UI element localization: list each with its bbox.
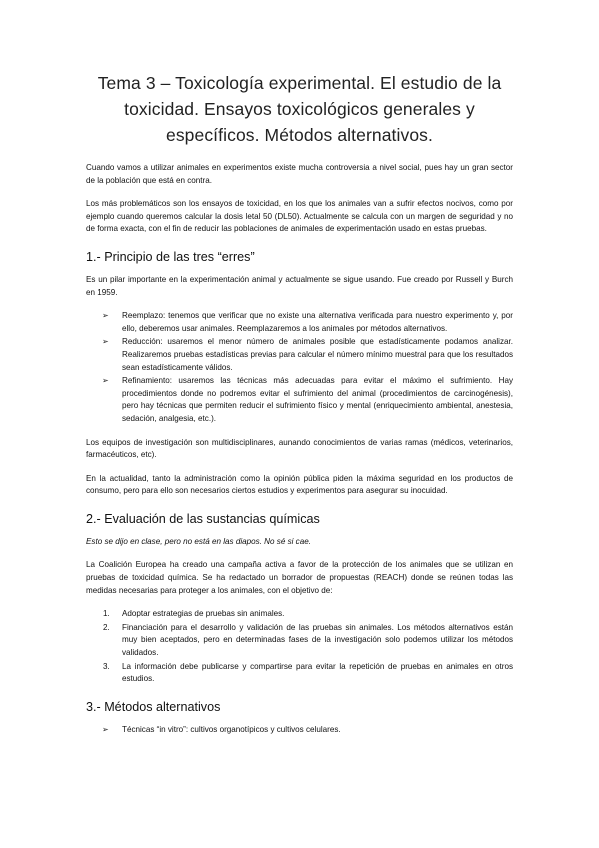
section-2-heading: 2.- Evaluación de las sustancias químicas	[86, 511, 320, 526]
section-1-after-paragraph-1: Los equipos de investigación son multidisciplinares, aunando conocimientos de varias ramas (médicos, veterinarios, farmacéuticos, etc).	[86, 437, 513, 460]
document-title: Tema 3 – Toxicología experimental. El estudio de la toxicidad. Ensayos toxicológicos generales y específicos. Métodos alternativos.	[97, 73, 502, 145]
section-3-heading: 3.- Métodos alternativos	[86, 699, 221, 714]
list-item-text: La información debe publicarse y compartirse para evitar la repetición de pruebas en animales en otros estudios.	[122, 661, 513, 684]
list-item-text: Técnicas “in vitro”: cultivos organotípicos y cultivos celulares.	[122, 724, 341, 734]
list-item-text: Financiación para el desarrollo y validación de las pruebas sin animales. Los métodos alternativos están muy bien aceptados, pero en determinadas fases de la investigación solo podemos utilizar los métodos validados.	[122, 622, 513, 658]
alternative-methods-list	[86, 724, 513, 737]
list-number: 1.	[103, 609, 110, 619]
three-rs-list	[86, 310, 513, 425]
list-item	[103, 661, 513, 686]
list-item-text: Adoptar estrategias de pruebas sin animales.	[122, 609, 285, 619]
section-2-note: Esto se dijo en clase, pero no está en las diapos. No sé si cae.	[86, 536, 311, 546]
reach-objectives-list	[86, 608, 513, 686]
intro-paragraph-1: Cuando vamos a utilizar animales en experimentos existe mucha controversia a nivel social, pues hay un gran sector de la población que está en contra.	[86, 163, 513, 185]
list-item	[102, 724, 513, 737]
arrow-bullet-icon: ➢	[102, 376, 109, 386]
arrow-bullet-icon: ➢	[102, 311, 109, 321]
section-1-heading: 1.- Principio de las tres “erres”	[86, 249, 255, 264]
arrow-bullet-icon: ➢	[102, 724, 109, 734]
list-item	[102, 310, 513, 335]
list-item	[102, 336, 513, 374]
arrow-bullet-icon: ➢	[102, 337, 109, 347]
list-number: 2.	[103, 622, 110, 632]
section-1-paragraph: Es un pilar importante en la experimentación animal y actualmente se sigue usando. Fue creado por Russell y Burch en 1959.	[86, 274, 513, 297]
list-item	[102, 375, 513, 425]
list-item	[103, 622, 513, 660]
intro-paragraph-2: Los más problemáticos son los ensayos de toxicidad, en los que los animales van a sufrir efectos nocivos, como por ejemplo cuando queremos calcular la dosis letal 50 (DL50). Actualmente se calcula con un margen de seguridad y no de forma exacta, con el fin de reducir las poblaciones de animales de experimentación usado en estas pruebas.	[86, 199, 513, 234]
section-2-paragraph: La Coalición Europea ha creado una campaña activa a favor de la protección de los animales que se utilizan en pruebas de toxicidad química. Se ha redactado un borrador de propuestas (REACH) donde se reúnen todas las medidas necesarias para proteger a los animales, con el objetivo de:	[86, 560, 513, 595]
list-item-text: Reducción: usaremos el menor número de animales posible que estadísticamente podamos analizar. Realizaremos pruebas estadísticas previas para calcular el número mínimo muestral para que los resultados sean estadísticamente válidos.	[122, 337, 513, 372]
list-number: 3.	[103, 661, 110, 671]
list-item	[103, 608, 513, 621]
section-1-after-paragraph-2: En la actualidad, tanto la administración como la opinión pública piden la máxima seguridad en los productos de consumo, pero para ello son necesarios ciertos estudios y experimentos para asegurar su inocuidad.	[86, 473, 513, 496]
list-item-text: Refinamiento: usaremos las técnicas más adecuadas para evitar el máximo el sufrimiento. Hay procedimientos donde no podremos evitar el sufrimiento del animal (procedimientos de carcinogénesis), pero hay técnicas que permiten reducir el sufrimiento físico y mental (enriquecimiento ambiental, anestesia, sedación, analgesia, etc.).	[122, 376, 513, 423]
list-item-text: Reemplazo: tenemos que verificar que no existe una alternativa verificada para nuestro experimento y, por ello, deberemos usar animales. Reemplazaremos a los animales por métodos alternativos.	[122, 311, 513, 333]
